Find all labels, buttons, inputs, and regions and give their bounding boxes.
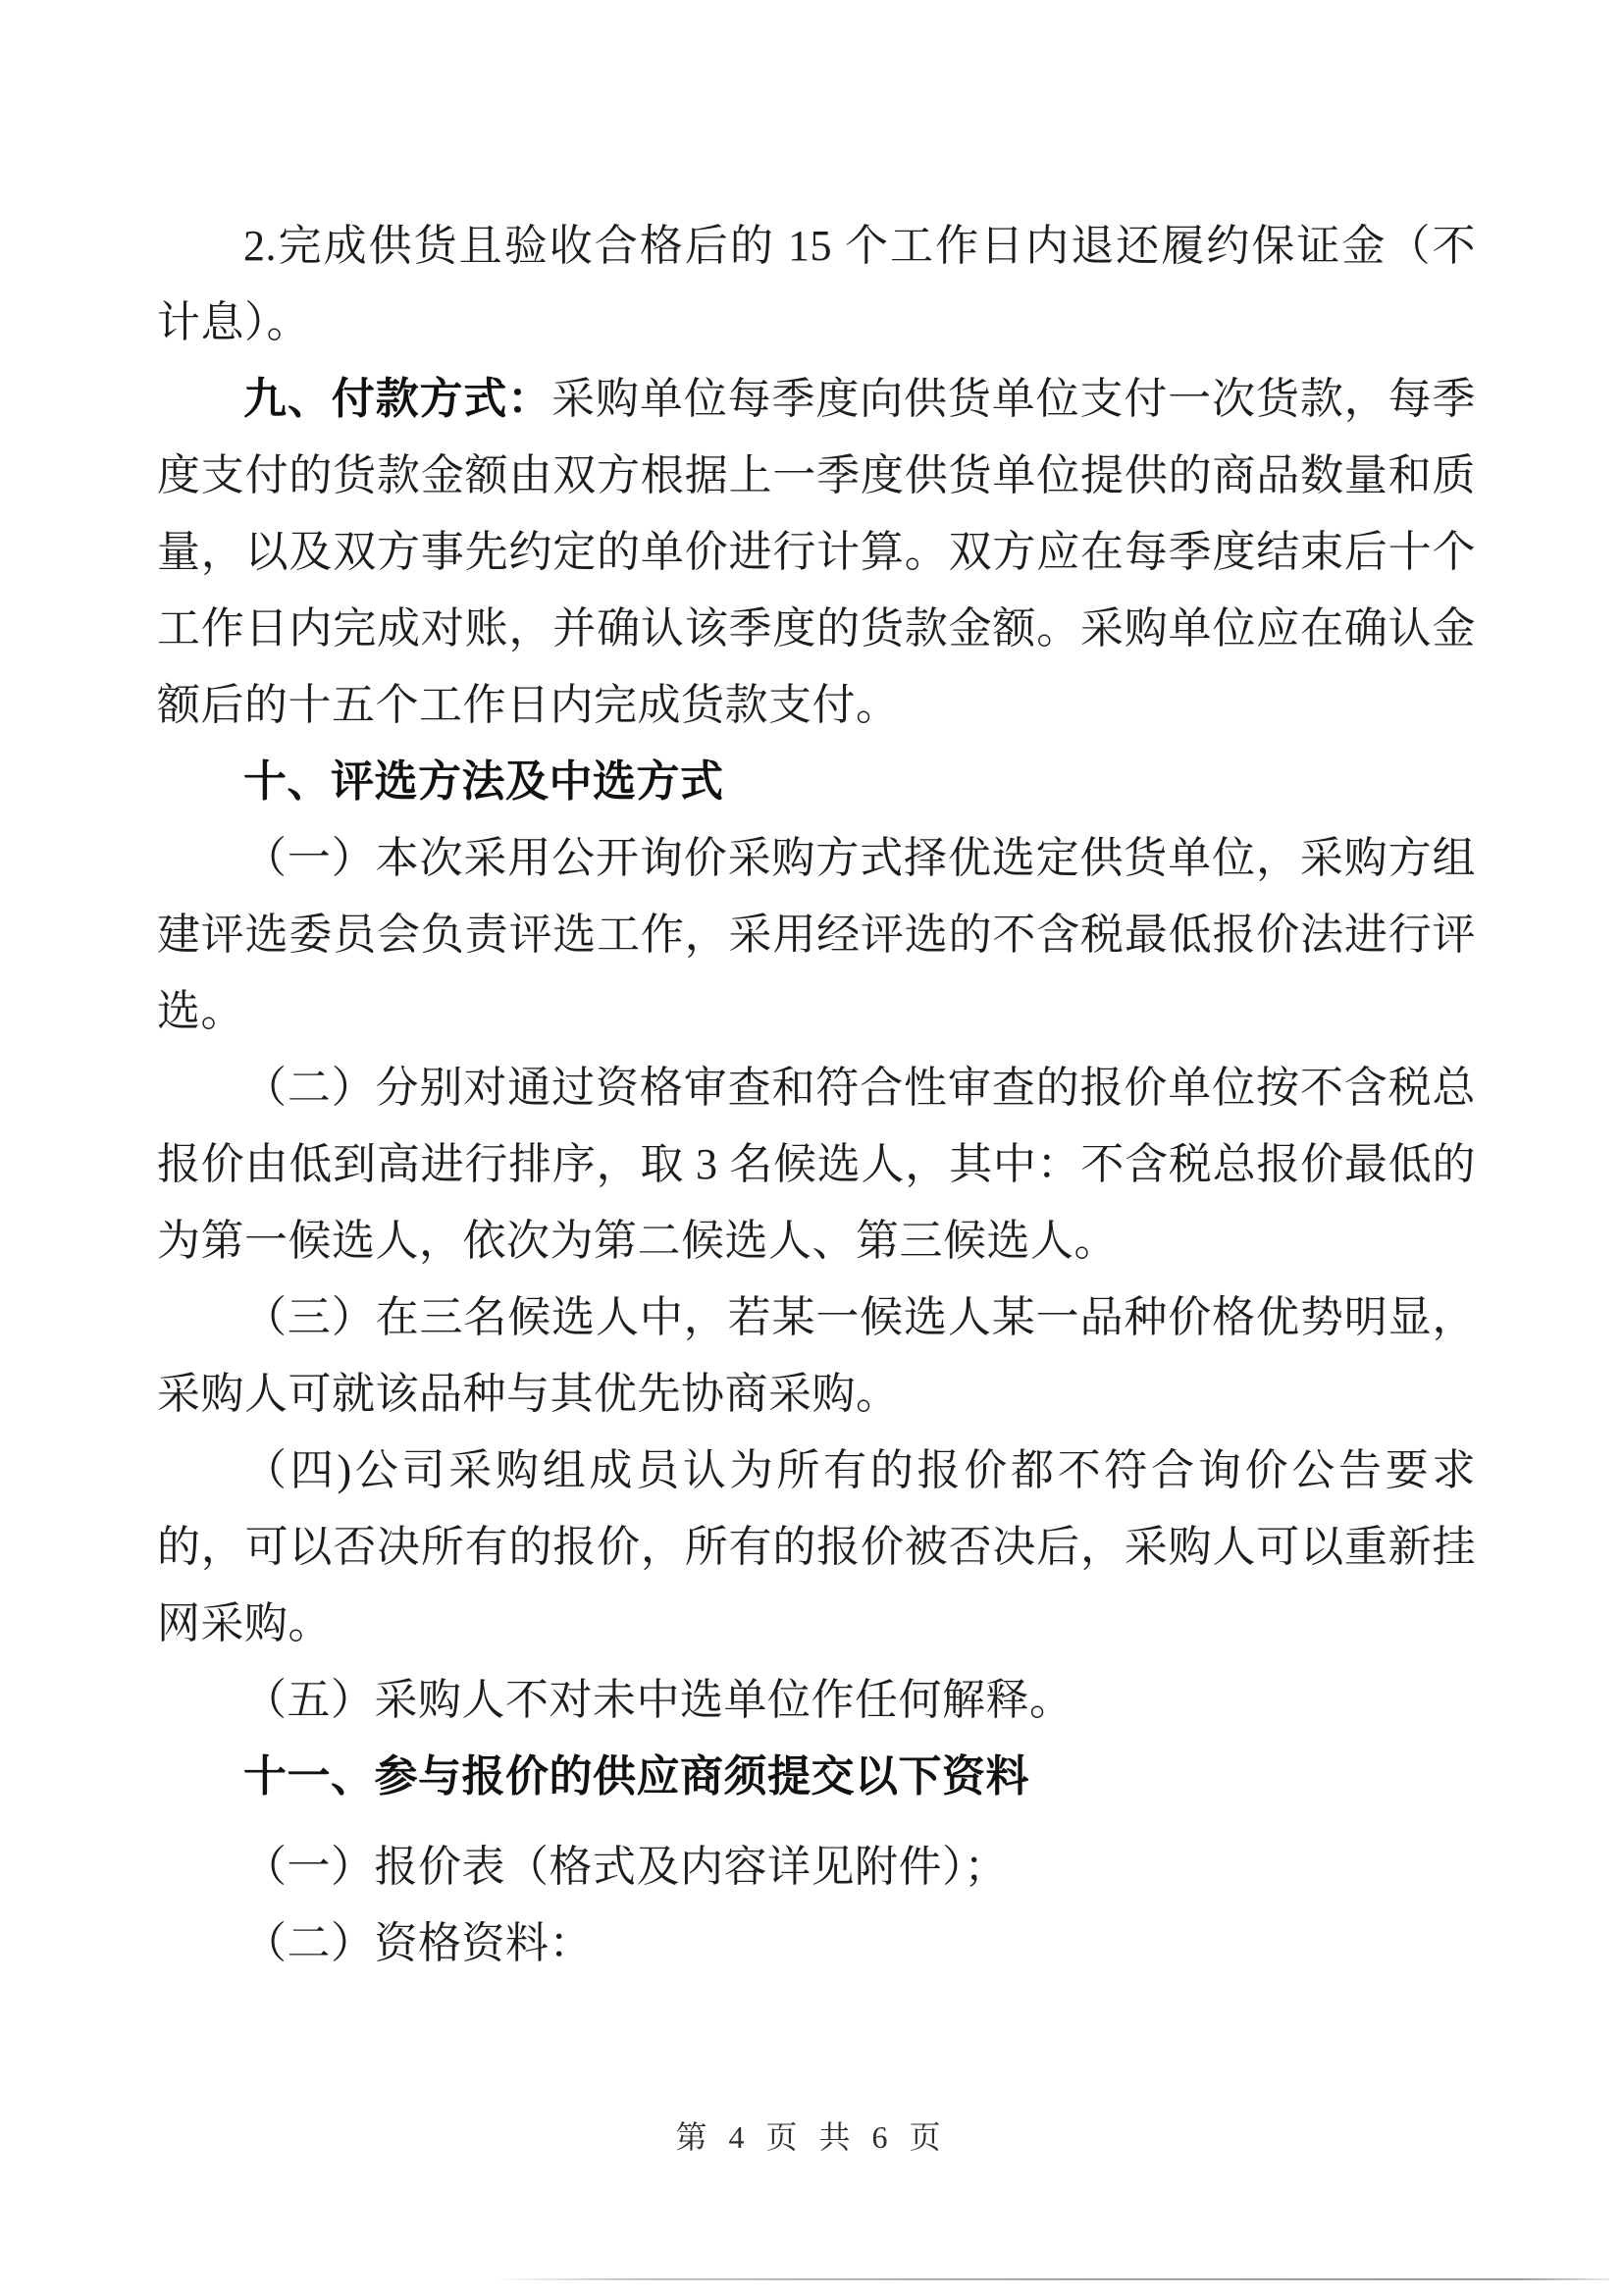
paragraph-text: （一）报价表（格式及内容详见附件）；: [243, 1843, 1008, 1891]
paragraph-selection-item-1: [157, 820, 1476, 1050]
paragraph-submission-item-1: [157, 1829, 1476, 1905]
heading-text: 十、评选方法及中选方式: [243, 757, 724, 806]
paragraph-submission-item-2: [157, 1905, 1476, 1982]
paragraph-deposit-refund: [157, 208, 1476, 361]
payment-terms-text: 采购单位每季度向供货单位支付一次货款，每季度支付的货款金额由双方根据上一季度供货单位提供的商品数量和质量，以及双方事先约定的单价进行计算。双方应在每季度结束后十个工作日内完成对账，并确认该季度的货款金额。采购单位应在确认金额后的十五个工作日内完成货款支付。: [157, 375, 1476, 729]
paragraph-text: （四)公司采购组成员认为所有的报价都不符合询价公告要求的，可以否决所有的报价，所有的报价被否决后，采购人可以重新挂网采购。: [157, 1446, 1476, 1647]
paragraph-text: （五）采购人不对未中选单位作任何解释。: [243, 1676, 1073, 1724]
section-heading-submission-materials: [157, 1739, 1476, 1815]
paragraph-selection-item-3: [157, 1279, 1476, 1433]
heading-text: 十一、参与报价的供应商须提交以下资料: [243, 1752, 1029, 1800]
page-number: [0, 2117, 1623, 2157]
document-body: [157, 208, 1476, 1982]
paragraph-selection-item-5: [157, 1662, 1476, 1739]
section-heading-selection-method: [157, 744, 1476, 820]
paragraph-selection-item-2: [157, 1050, 1476, 1279]
paragraph-payment-terms: [157, 361, 1476, 744]
payment-terms-label: 九、付款方式：: [243, 375, 552, 423]
page-number-text: 第 4 页 共 6 页: [675, 2119, 948, 2155]
paragraph-text: 2.完成供货且验收合格后的 15 个工作日内退还履约保证金（不计息）。: [157, 222, 1476, 346]
paragraph-text: （二）分别对通过资格审查和符合性审查的报价单位按不含税总报价由低到高进行排序，取 3 名候选人，其中：不含税总报价最低的为第一候选人，依次为第二候选人、第三候选人。: [157, 1064, 1476, 1265]
paragraph-text: （三）在三名候选人中，若某一候选人某一品种价格优势明显，采购人可就该品种与其优先协商采购。: [157, 1293, 1476, 1418]
paragraph-text: （一）本次采用公开询价采购方式择优选定供货单位，采购方组建评选委员会负责评选工作，采用经评选的不含税最低报价法进行评选。: [157, 834, 1476, 1035]
scan-artifact-line: [491, 2278, 1609, 2280]
paragraph-selection-item-4: [157, 1433, 1476, 1662]
paragraph-text: （二）资格资料：: [243, 1919, 593, 1967]
